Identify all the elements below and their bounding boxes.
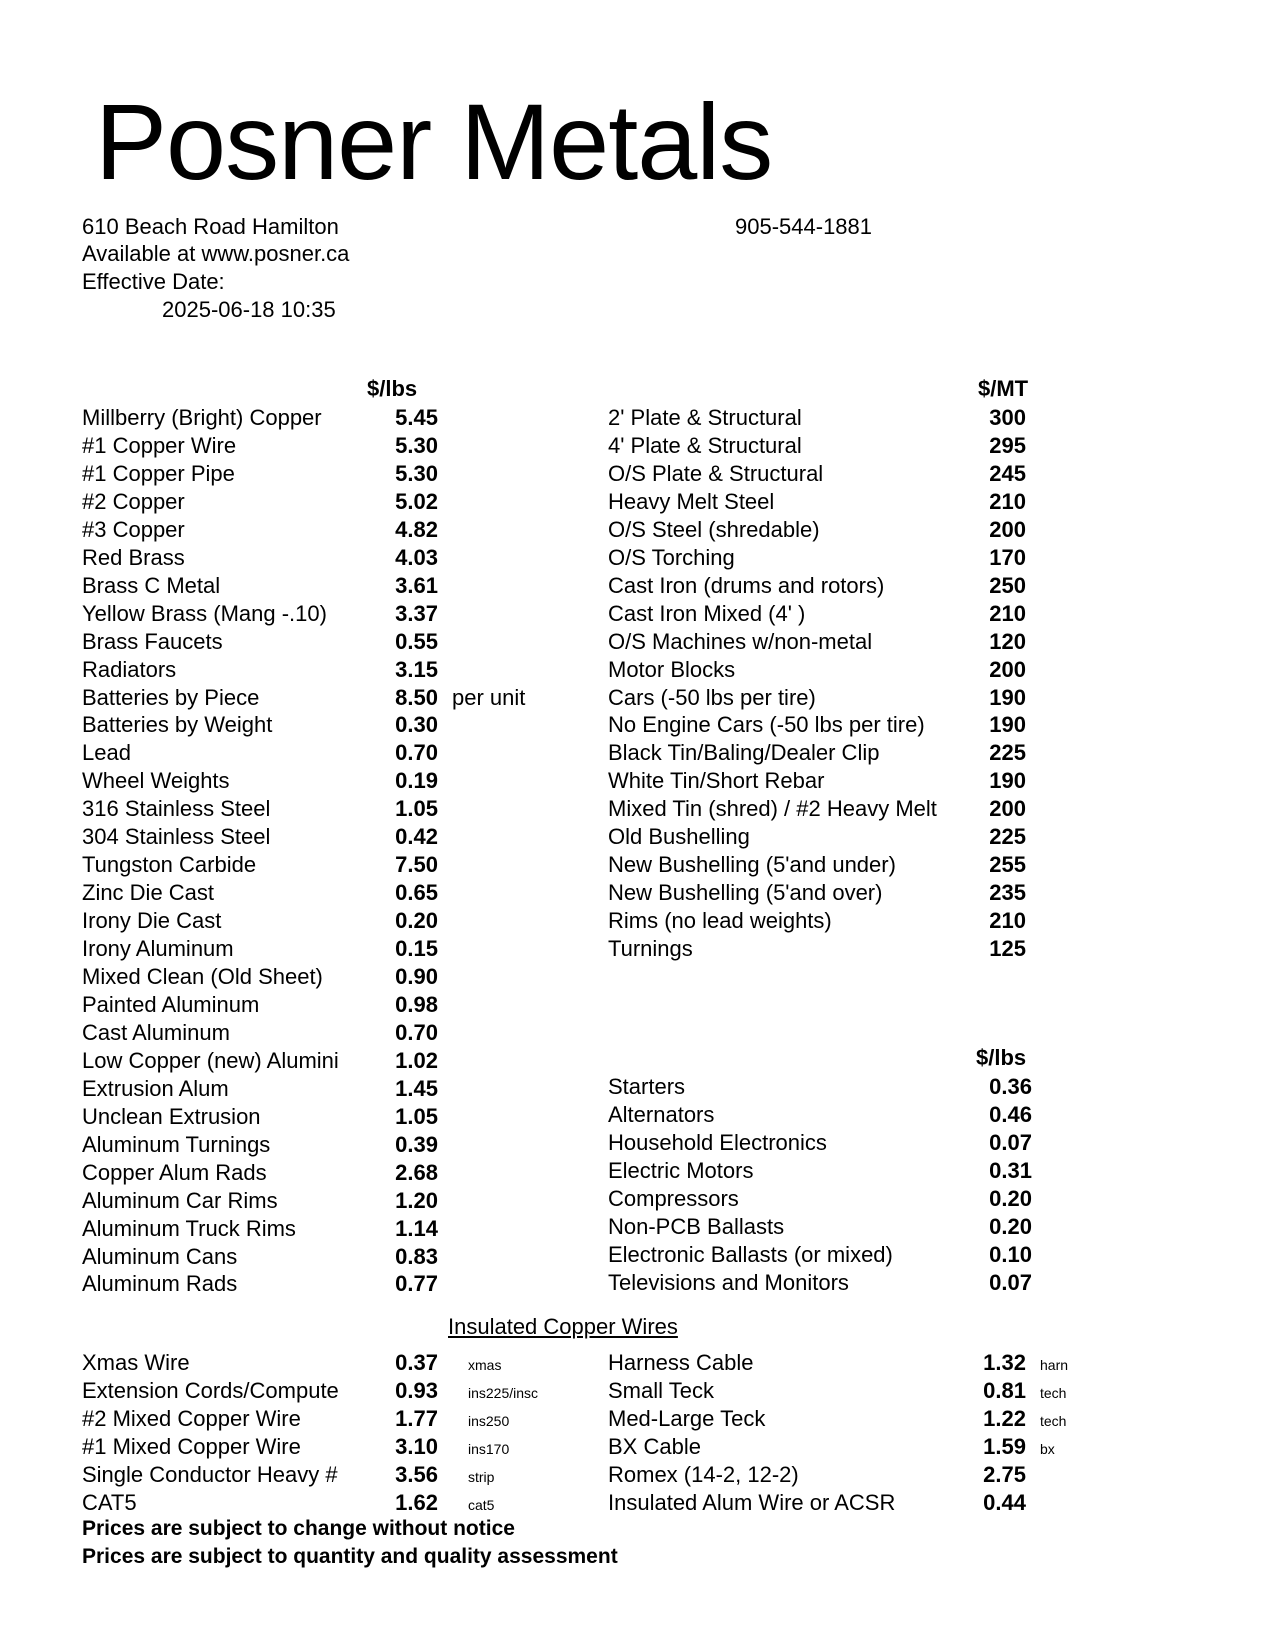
insulated-wires-title: Insulated Copper Wires	[448, 1314, 678, 1339]
item-name: Black Tin/Baling/Dealer Clip	[608, 740, 880, 766]
item-name: Cast Iron Mixed (4' )	[608, 600, 806, 626]
table-row	[0, 1129, 1275, 1157]
item-name: #1 Copper Wire	[82, 432, 237, 458]
item-price: 5.02	[395, 488, 438, 514]
table-row	[0, 1489, 1275, 1517]
table-row	[0, 795, 1275, 823]
item-price: 0.07	[989, 1269, 1032, 1295]
effective-date: 2025-06-18 10:35	[162, 297, 336, 322]
table-row	[0, 404, 1275, 432]
item-name: Med-Large Teck	[608, 1405, 766, 1431]
item-code: harn	[1040, 1357, 1069, 1373]
item-price: 4.03	[395, 544, 438, 570]
table-row	[0, 1461, 1275, 1489]
item-name: New Bushelling (5'and over)	[608, 880, 883, 906]
table-row	[0, 963, 1275, 991]
item-price: 295	[989, 432, 1026, 458]
item-name: Aluminum Cans	[82, 1243, 238, 1269]
item-price: 0.20	[989, 1185, 1032, 1211]
item-name: Batteries by Weight	[82, 712, 273, 738]
table-row	[0, 1073, 1275, 1101]
item-name: O/S Steel (shredable)	[608, 516, 820, 542]
item-price: 0.46	[989, 1101, 1032, 1127]
company-name: Posner Metals	[95, 81, 773, 202]
item-code: ins170	[468, 1440, 510, 1457]
item-name: Electronic Ballasts (or mixed)	[608, 1241, 893, 1267]
item-price: 3.37	[395, 600, 438, 626]
item-name: Turnings	[608, 936, 693, 962]
item-name: Xmas Wire	[82, 1350, 190, 1375]
item-name: Starters	[608, 1074, 686, 1099]
item-name: #2 Mixed Copper Wire	[82, 1405, 301, 1431]
item-name: #3 Copper	[82, 516, 185, 542]
item-name: Tungston Carbide	[82, 852, 257, 878]
item-price: 3.61	[395, 572, 438, 598]
item-name: Irony Aluminum	[82, 936, 234, 962]
table-row	[0, 572, 1275, 600]
item-price: 250	[989, 572, 1026, 598]
item-name: Compressors	[608, 1185, 739, 1211]
item-name: 2' Plate & Structural	[608, 405, 802, 430]
table-row	[0, 1101, 1275, 1129]
item-name: 304 Stainless Steel	[82, 824, 271, 850]
item-price: 1.20	[395, 1187, 438, 1213]
item-code: ins225/insc	[468, 1384, 539, 1401]
item-name: Brass Faucets	[82, 628, 223, 654]
item-name: 316 Stainless Steel	[82, 796, 271, 822]
item-price: 8.50	[395, 684, 438, 710]
table-row	[0, 656, 1275, 684]
item-code: bx	[1040, 1440, 1055, 1457]
table-row	[0, 1185, 1275, 1213]
table-row	[0, 1241, 1275, 1269]
item-name: 4' Plate & Structural	[608, 432, 802, 458]
disclaimer-assessment: Prices are subject to quantity and quality assessment	[82, 1545, 618, 1568]
item-name: Radiators	[82, 656, 177, 682]
item-price: 5.45	[395, 405, 438, 430]
item-name: CAT5	[82, 1489, 137, 1515]
item-name: Alternators	[608, 1101, 715, 1127]
left-unit-header: $/lbs	[367, 376, 418, 401]
item-name: Unclean Extrusion	[82, 1103, 261, 1129]
item-price: 0.07	[989, 1129, 1032, 1155]
item-name: Non-PCB Ballasts	[608, 1213, 785, 1239]
item-name: Wheel Weights	[82, 768, 230, 794]
table-row	[0, 1349, 1275, 1377]
item-name: Brass C Metal	[82, 572, 221, 598]
item-name: Lead	[82, 740, 131, 766]
right-lbs-unit-header: $/lbs	[976, 1045, 1027, 1070]
item-price: 210	[989, 908, 1026, 934]
item-name: #1 Mixed Copper Wire	[82, 1433, 301, 1459]
item-name: Copper Alum Rads	[82, 1159, 267, 1185]
item-name: O/S Plate & Structural	[608, 460, 824, 486]
item-name: Aluminum Car Rims	[82, 1187, 278, 1213]
item-price: 125	[989, 936, 1026, 962]
item-price: 1.45	[395, 1075, 438, 1101]
item-name: Yellow Brass (Mang -.10)	[82, 600, 327, 626]
item-code: tech	[1040, 1412, 1067, 1429]
item-price: 3.10	[395, 1433, 438, 1459]
item-note: per unit	[452, 684, 526, 710]
item-price: 1.32	[983, 1350, 1026, 1375]
item-name: BX Cable	[608, 1433, 701, 1459]
item-name: Rims (no lead weights)	[608, 908, 832, 934]
item-price: 200	[989, 796, 1026, 822]
table-row	[0, 907, 1275, 935]
table-row	[0, 1269, 1275, 1297]
table-row	[0, 739, 1275, 767]
item-price: 235	[989, 880, 1026, 906]
item-name: Heavy Melt Steel	[608, 488, 775, 514]
item-price: 0.39	[395, 1131, 438, 1157]
item-price: 1.05	[395, 796, 438, 822]
item-price: 3.15	[395, 656, 438, 682]
table-row	[0, 851, 1275, 879]
item-price: 0.42	[395, 824, 438, 850]
item-name: Painted Aluminum	[82, 991, 260, 1017]
item-name: #1 Copper Pipe	[82, 460, 235, 486]
item-price: 1.02	[395, 1047, 438, 1073]
item-price: 255	[989, 852, 1026, 878]
item-price: 1.05	[395, 1103, 438, 1129]
item-price: 0.20	[989, 1213, 1032, 1239]
item-price: 170	[989, 544, 1026, 570]
right-mt-unit-header: $/MT	[978, 376, 1029, 401]
disclaimer-change: Prices are subject to change without notice	[82, 1517, 515, 1540]
table-row	[0, 879, 1275, 907]
item-name: Low Copper (new) Alumini	[82, 1047, 339, 1073]
item-name: Cars (-50 lbs per tire)	[608, 684, 816, 710]
item-name: Aluminum Turnings	[82, 1131, 271, 1157]
item-price: 0.93	[395, 1377, 438, 1403]
item-name: Mixed Tin (shred) / #2 Heavy Melt	[608, 796, 937, 822]
item-price: 225	[989, 740, 1026, 766]
item-name: Televisions and Monitors	[608, 1269, 849, 1295]
item-price: 0.70	[395, 740, 438, 766]
table-row	[0, 1047, 1275, 1075]
item-price: 0.31	[989, 1157, 1032, 1183]
item-price: 7.50	[395, 852, 438, 878]
item-name: O/S Torching	[608, 544, 735, 570]
item-name: Old Bushelling	[608, 824, 750, 850]
table-row	[0, 1157, 1275, 1185]
table-row	[0, 711, 1275, 739]
item-name: Extension Cords/Compute	[82, 1377, 339, 1403]
item-price: 245	[989, 460, 1026, 486]
item-price: 0.19	[395, 768, 438, 794]
table-row	[0, 991, 1275, 1019]
table-row	[0, 460, 1275, 488]
item-name: Zinc Die Cast	[82, 880, 215, 906]
item-price: 0.65	[395, 880, 438, 906]
item-price: 2.68	[395, 1159, 438, 1185]
item-name: Red Brass	[82, 544, 185, 570]
item-price: 200	[989, 516, 1026, 542]
item-price: 1.77	[395, 1405, 438, 1431]
item-name: Motor Blocks	[608, 656, 736, 682]
item-code: ins250	[468, 1412, 510, 1429]
item-name: Millberry (Bright) Copper	[82, 405, 322, 430]
item-price: 190	[989, 712, 1026, 738]
item-name: Romex (14-2, 12-2)	[608, 1461, 799, 1487]
effective-date-label: Effective Date:	[82, 269, 225, 294]
table-row	[0, 1377, 1275, 1405]
item-name: Insulated Alum Wire or ACSR	[608, 1489, 896, 1515]
item-price: 0.30	[395, 712, 438, 738]
item-name: Cast Iron (drums and rotors)	[608, 572, 885, 598]
item-code: xmas	[468, 1357, 502, 1373]
item-price: 0.10	[989, 1241, 1032, 1267]
item-name: Irony Die Cast	[82, 908, 222, 934]
item-price: 0.81	[983, 1377, 1026, 1403]
item-name: Extrusion Alum	[82, 1075, 229, 1101]
table-row	[0, 600, 1275, 628]
item-price: 1.14	[395, 1215, 438, 1241]
item-price: 120	[989, 628, 1026, 654]
item-code: strip	[468, 1468, 495, 1485]
item-name: Electric Motors	[608, 1157, 754, 1183]
table-row	[0, 544, 1275, 572]
table-row	[0, 516, 1275, 544]
item-price: 3.56	[395, 1461, 438, 1487]
item-price: 5.30	[395, 460, 438, 486]
item-price: 190	[989, 684, 1026, 710]
item-price: 4.82	[395, 516, 438, 542]
company-phone: 905-544-1881	[735, 214, 873, 239]
item-code: cat5	[468, 1496, 495, 1513]
table-row	[0, 1433, 1275, 1461]
item-name: White Tin/Short Rebar	[608, 768, 825, 794]
item-price: 1.59	[983, 1433, 1026, 1459]
table-row	[0, 684, 1275, 712]
item-name: Aluminum Truck Rims	[82, 1215, 296, 1241]
item-price: 190	[989, 768, 1026, 794]
item-price: 0.55	[395, 628, 438, 654]
item-name: Household Electronics	[608, 1129, 827, 1155]
item-name: #2 Copper	[82, 488, 185, 514]
table-row	[0, 1213, 1275, 1241]
item-price: 200	[989, 656, 1026, 682]
table-row	[0, 1019, 1275, 1047]
company-address: 610 Beach Road Hamilton	[82, 214, 339, 239]
item-price: 300	[989, 405, 1026, 430]
item-price: 2.75	[983, 1461, 1026, 1487]
item-price: 0.83	[395, 1243, 438, 1269]
item-price: 210	[989, 600, 1026, 626]
item-name: Cast Aluminum	[82, 1019, 230, 1045]
item-name: Single Conductor Heavy #	[82, 1461, 338, 1487]
item-price: 0.77	[395, 1271, 438, 1297]
item-name: O/S Machines w/non-metal	[608, 628, 873, 654]
item-price: 225	[989, 824, 1026, 850]
table-row	[0, 488, 1275, 516]
item-name: New Bushelling (5'and under)	[608, 852, 896, 878]
table-row	[0, 823, 1275, 851]
table-row	[0, 1405, 1275, 1433]
item-price: 0.70	[395, 1019, 438, 1045]
item-name: Batteries by Piece	[82, 684, 260, 710]
item-name: Harness Cable	[608, 1350, 754, 1375]
item-price: 5.30	[395, 432, 438, 458]
item-price: 0.98	[395, 991, 438, 1017]
item-name: Mixed Clean (Old Sheet)	[82, 964, 323, 989]
item-name: Small Teck	[608, 1377, 714, 1403]
table-row	[0, 432, 1275, 460]
item-price: 210	[989, 488, 1026, 514]
table-row	[0, 935, 1275, 963]
item-price: 0.37	[395, 1350, 438, 1375]
table-row	[0, 628, 1275, 656]
item-price: 0.20	[395, 908, 438, 934]
item-price: 1.62	[395, 1489, 438, 1515]
item-code: tech	[1040, 1384, 1067, 1401]
item-price: 0.44	[983, 1489, 1026, 1515]
website-line: Available at www.posner.ca	[82, 241, 350, 266]
item-name: Aluminum Rads	[82, 1271, 238, 1297]
item-price: 0.15	[395, 936, 438, 962]
item-price: 0.90	[395, 964, 438, 989]
item-price: 0.36	[989, 1074, 1032, 1099]
item-price: 1.22	[983, 1405, 1026, 1431]
table-row	[0, 767, 1275, 795]
item-name: No Engine Cars (-50 lbs per tire)	[608, 712, 925, 738]
